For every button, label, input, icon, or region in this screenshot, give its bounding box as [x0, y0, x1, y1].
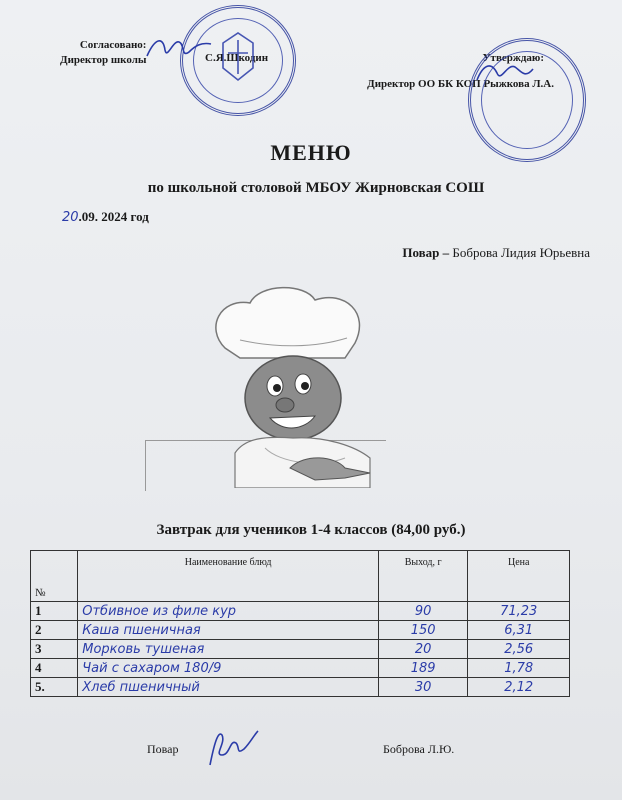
- dish-weight: 189: [378, 659, 467, 678]
- col-weight: Выход, г: [378, 551, 467, 602]
- dish-price: 71,23: [468, 602, 570, 621]
- dish-weight: 30: [378, 678, 467, 697]
- table-row: [31, 640, 570, 659]
- dish-name: Хлеб пшеничный: [78, 678, 379, 697]
- dish-price: 1,78: [468, 659, 570, 678]
- director-signature: [145, 28, 215, 68]
- col-price: Цена: [468, 551, 570, 602]
- director-label: Директор школы: [60, 54, 147, 66]
- footer-cook-label: Повар: [147, 742, 179, 756]
- menu-date: [62, 209, 149, 225]
- table-row: [31, 678, 570, 697]
- dish-price: 6,31: [468, 621, 570, 640]
- row-number: 5.: [31, 678, 78, 697]
- row-number: 1: [31, 602, 78, 621]
- menu-table: [30, 550, 570, 697]
- cook-label: Повар –: [402, 245, 450, 260]
- director-name: С.Я.Шкодин: [205, 52, 269, 64]
- date-rest: .09. 2024 год: [78, 209, 149, 224]
- col-dish: Наименование блюд: [78, 551, 379, 602]
- row-number: 4: [31, 659, 78, 678]
- chef-illustration: [195, 278, 395, 488]
- dish-name: Каша пшеничная: [78, 621, 379, 640]
- cook-name: Боброва Лидия Юрьевна: [452, 245, 590, 260]
- table-row: [31, 621, 570, 640]
- confirm-label: Утверждаю:: [482, 52, 544, 64]
- col-number: №: [31, 551, 78, 602]
- dish-name: Чай с сахаром 180/9: [78, 659, 379, 678]
- dish-name: Морковь тушеная: [78, 640, 379, 659]
- dish-name: Отбивное из филе кур: [78, 602, 379, 621]
- breakfast-title: Завтрак для учеников 1-4 классов (84,00 руб.): [156, 522, 466, 538]
- department-label: Директор ОО БК КОП: [367, 78, 481, 90]
- cook-signature: [200, 725, 260, 770]
- table-row: [31, 659, 570, 678]
- page-title: МЕНЮ: [270, 140, 352, 165]
- footer-cook-name: Боброва Л.Ю.: [383, 742, 455, 756]
- date-day: 20: [62, 210, 79, 225]
- dish-price: 2,12: [468, 678, 570, 697]
- table-row: [31, 602, 570, 621]
- dish-weight: 20: [378, 640, 467, 659]
- row-number: 2: [31, 621, 78, 640]
- dish-weight: 150: [378, 621, 467, 640]
- approved-label: Согласовано:: [79, 39, 147, 51]
- cook-line: [402, 245, 590, 261]
- approval-block: [60, 38, 146, 68]
- page-subtitle: по школьной столовой МБОУ Жирновская СОШ: [147, 180, 485, 196]
- dish-weight: 90: [378, 602, 467, 621]
- dish-price: 2,56: [468, 640, 570, 659]
- row-number: 3: [31, 640, 78, 659]
- department-signature: [475, 55, 535, 90]
- department-name: Рыжкова Л.А.: [483, 78, 554, 90]
